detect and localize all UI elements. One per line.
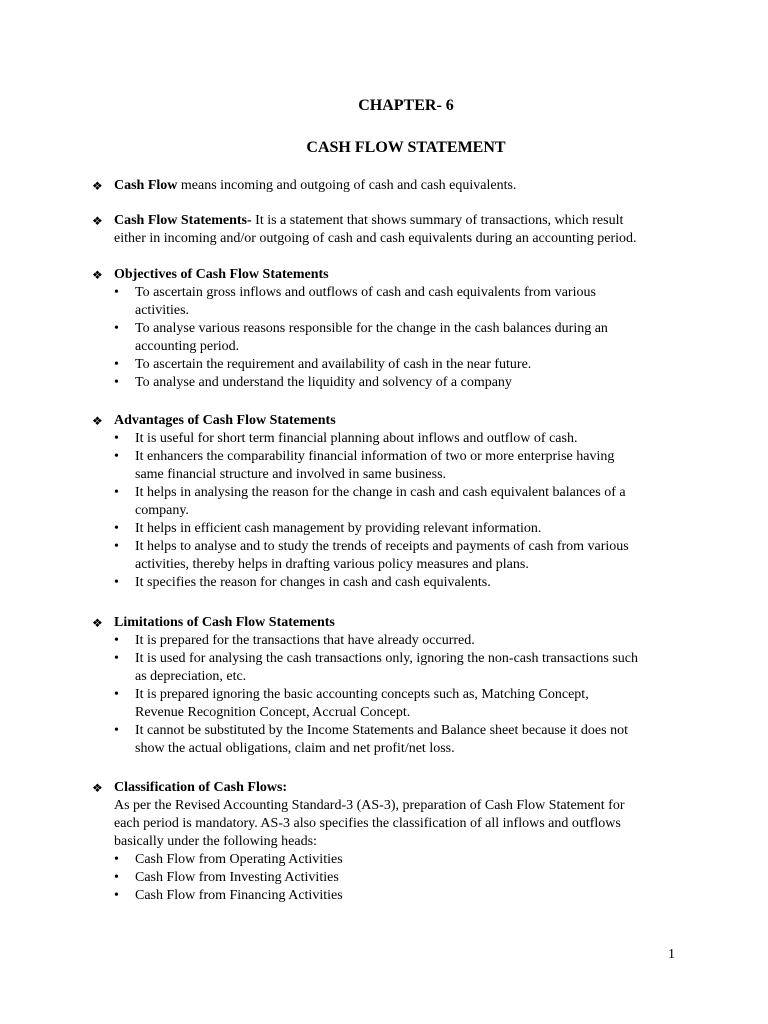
advantages-list xyxy=(92,430,732,592)
bullet-icon: • xyxy=(114,449,119,464)
bullet-icon: • xyxy=(114,888,119,903)
page-number: 1 xyxy=(668,947,675,962)
bullet-icon: • xyxy=(114,357,119,372)
classification-list xyxy=(92,851,732,905)
paragraph-line: each period is mandatory. AS-3 also specifies the classification of all inflows and outflows xyxy=(114,816,621,831)
bullet-icon: • xyxy=(114,651,119,666)
list-item xyxy=(92,632,732,650)
list-item xyxy=(92,284,732,320)
diamond-bullet-icon: ❖ xyxy=(92,179,103,193)
diamond-bullet-icon: ❖ xyxy=(92,268,103,282)
bullet-icon: • xyxy=(114,870,119,885)
classification-paragraph xyxy=(92,797,732,851)
paragraph-line: As per the Revised Accounting Standard-3 (AS-3), preparation of Cash Flow Statement for xyxy=(114,798,625,813)
list-item xyxy=(92,520,732,538)
bullet-icon: • xyxy=(114,321,119,336)
list-item-line: It is useful for short term financial planning about inflows and outflow of cash. xyxy=(135,431,578,446)
list-item-line: activities, thereby helps in drafting various policy measures and plans. xyxy=(135,557,529,572)
list-item-line: Cash Flow from Investing Activities xyxy=(135,870,339,885)
list-item-line: It helps to analyse and to study the trends of receipts and payments of cash from various xyxy=(135,539,629,554)
section-classification xyxy=(92,779,732,905)
bullet-icon: • xyxy=(114,687,119,702)
bullet-icon: • xyxy=(114,852,119,867)
definition-text: means incoming and outgoing of cash and cash equivalents. xyxy=(177,178,517,193)
list-item-line: It is prepared ignoring the basic accounting concepts such as, Matching Concept, xyxy=(135,687,589,702)
list-item-line: It enhancers the comparability financial information of two or more enterprise having xyxy=(135,449,615,464)
diamond-bullet-icon: ❖ xyxy=(92,214,103,228)
bullet-icon: • xyxy=(114,575,119,590)
list-item xyxy=(92,430,732,448)
bullet-icon: • xyxy=(114,521,119,536)
diamond-bullet-icon: ❖ xyxy=(92,616,103,630)
diamond-bullet-icon: ❖ xyxy=(92,781,103,795)
list-item-line: Revenue Recognition Concept, Accrual Concept. xyxy=(135,705,411,720)
list-item-line: It specifies the reason for changes in cash and cash equivalents. xyxy=(135,575,491,590)
section-limitations xyxy=(92,614,732,758)
section-cash-flow-statements xyxy=(92,212,732,248)
section-heading: Limitations of Cash Flow Statements xyxy=(114,615,335,630)
list-item-line: company. xyxy=(135,503,189,518)
definition-text: It is a statement that shows summary of transactions, which result xyxy=(251,213,624,228)
list-item-line: same financial structure and involved in same business. xyxy=(135,467,447,482)
list-item xyxy=(92,869,732,887)
list-item xyxy=(92,356,732,374)
list-item xyxy=(92,686,732,722)
term-cash-flow-statements: Cash Flow Statements- xyxy=(114,213,252,228)
chapter-heading: CHAPTER- 6 xyxy=(358,97,454,114)
list-item-line: To analyse various reasons responsible for the change in the cash balances during an xyxy=(135,321,608,336)
limitations-list xyxy=(92,632,732,758)
objectives-list xyxy=(92,284,732,392)
bullet-icon: • xyxy=(114,285,119,300)
list-item-line: Cash Flow from Financing Activities xyxy=(135,888,343,903)
list-item-line: It cannot be substituted by the Income Statements and Balance sheet because it does not xyxy=(135,723,628,738)
list-item xyxy=(92,887,732,905)
list-item xyxy=(92,538,732,574)
bullet-icon: • xyxy=(114,485,119,500)
bullet-icon: • xyxy=(114,539,119,554)
list-item xyxy=(92,650,732,686)
list-item xyxy=(92,574,732,592)
list-item-line: activities. xyxy=(135,303,190,318)
list-item-line: as depreciation, etc. xyxy=(135,669,247,684)
bullet-icon: • xyxy=(114,375,119,390)
list-item-line: It is prepared for the transactions that have already occurred. xyxy=(135,633,475,648)
term-cash-flow: Cash Flow xyxy=(114,178,178,193)
list-item-line: To ascertain the requirement and availability of cash in the near future. xyxy=(135,357,532,372)
section-heading: Classification of Cash Flows: xyxy=(114,780,288,795)
section-heading: Advantages of Cash Flow Statements xyxy=(114,413,336,428)
section-advantages xyxy=(92,412,732,592)
list-item-line: It is used for analysing the cash transactions only, ignoring the non-cash transactions such xyxy=(135,651,638,666)
list-item-line: It helps in analysing the reason for the change in cash and cash equivalent balances of a xyxy=(135,485,626,500)
list-item-line: Cash Flow from Operating Activities xyxy=(135,852,343,867)
list-item-line: To analyse and understand the liquidity and solvency of a company xyxy=(135,375,512,390)
list-item-line: accounting period. xyxy=(135,339,240,354)
document-title: CASH FLOW STATEMENT xyxy=(306,139,506,156)
list-item xyxy=(92,374,732,392)
bullet-icon: • xyxy=(114,633,119,648)
bullet-icon: • xyxy=(114,723,119,738)
list-item xyxy=(92,722,732,758)
section-objectives xyxy=(92,266,732,392)
section-cash-flow xyxy=(92,177,732,195)
section-heading: Objectives of Cash Flow Statements xyxy=(114,267,329,282)
list-item-line: To ascertain gross inflows and outflows of cash and cash equivalents from various xyxy=(135,285,596,300)
bullet-icon: • xyxy=(114,431,119,446)
list-item xyxy=(92,851,732,869)
list-item xyxy=(92,448,732,484)
list-item-line: It helps in efficient cash management by providing relevant information. xyxy=(135,521,542,536)
list-item-line: show the actual obligations, claim and net profit/net loss. xyxy=(135,741,455,756)
list-item xyxy=(92,484,732,520)
diamond-bullet-icon: ❖ xyxy=(92,414,103,428)
list-item xyxy=(92,320,732,356)
definition-continuation: either in incoming and/or outgoing of cash and cash equivalents during an accounting period. xyxy=(114,231,637,246)
paragraph-line: basically under the following heads: xyxy=(114,834,317,849)
